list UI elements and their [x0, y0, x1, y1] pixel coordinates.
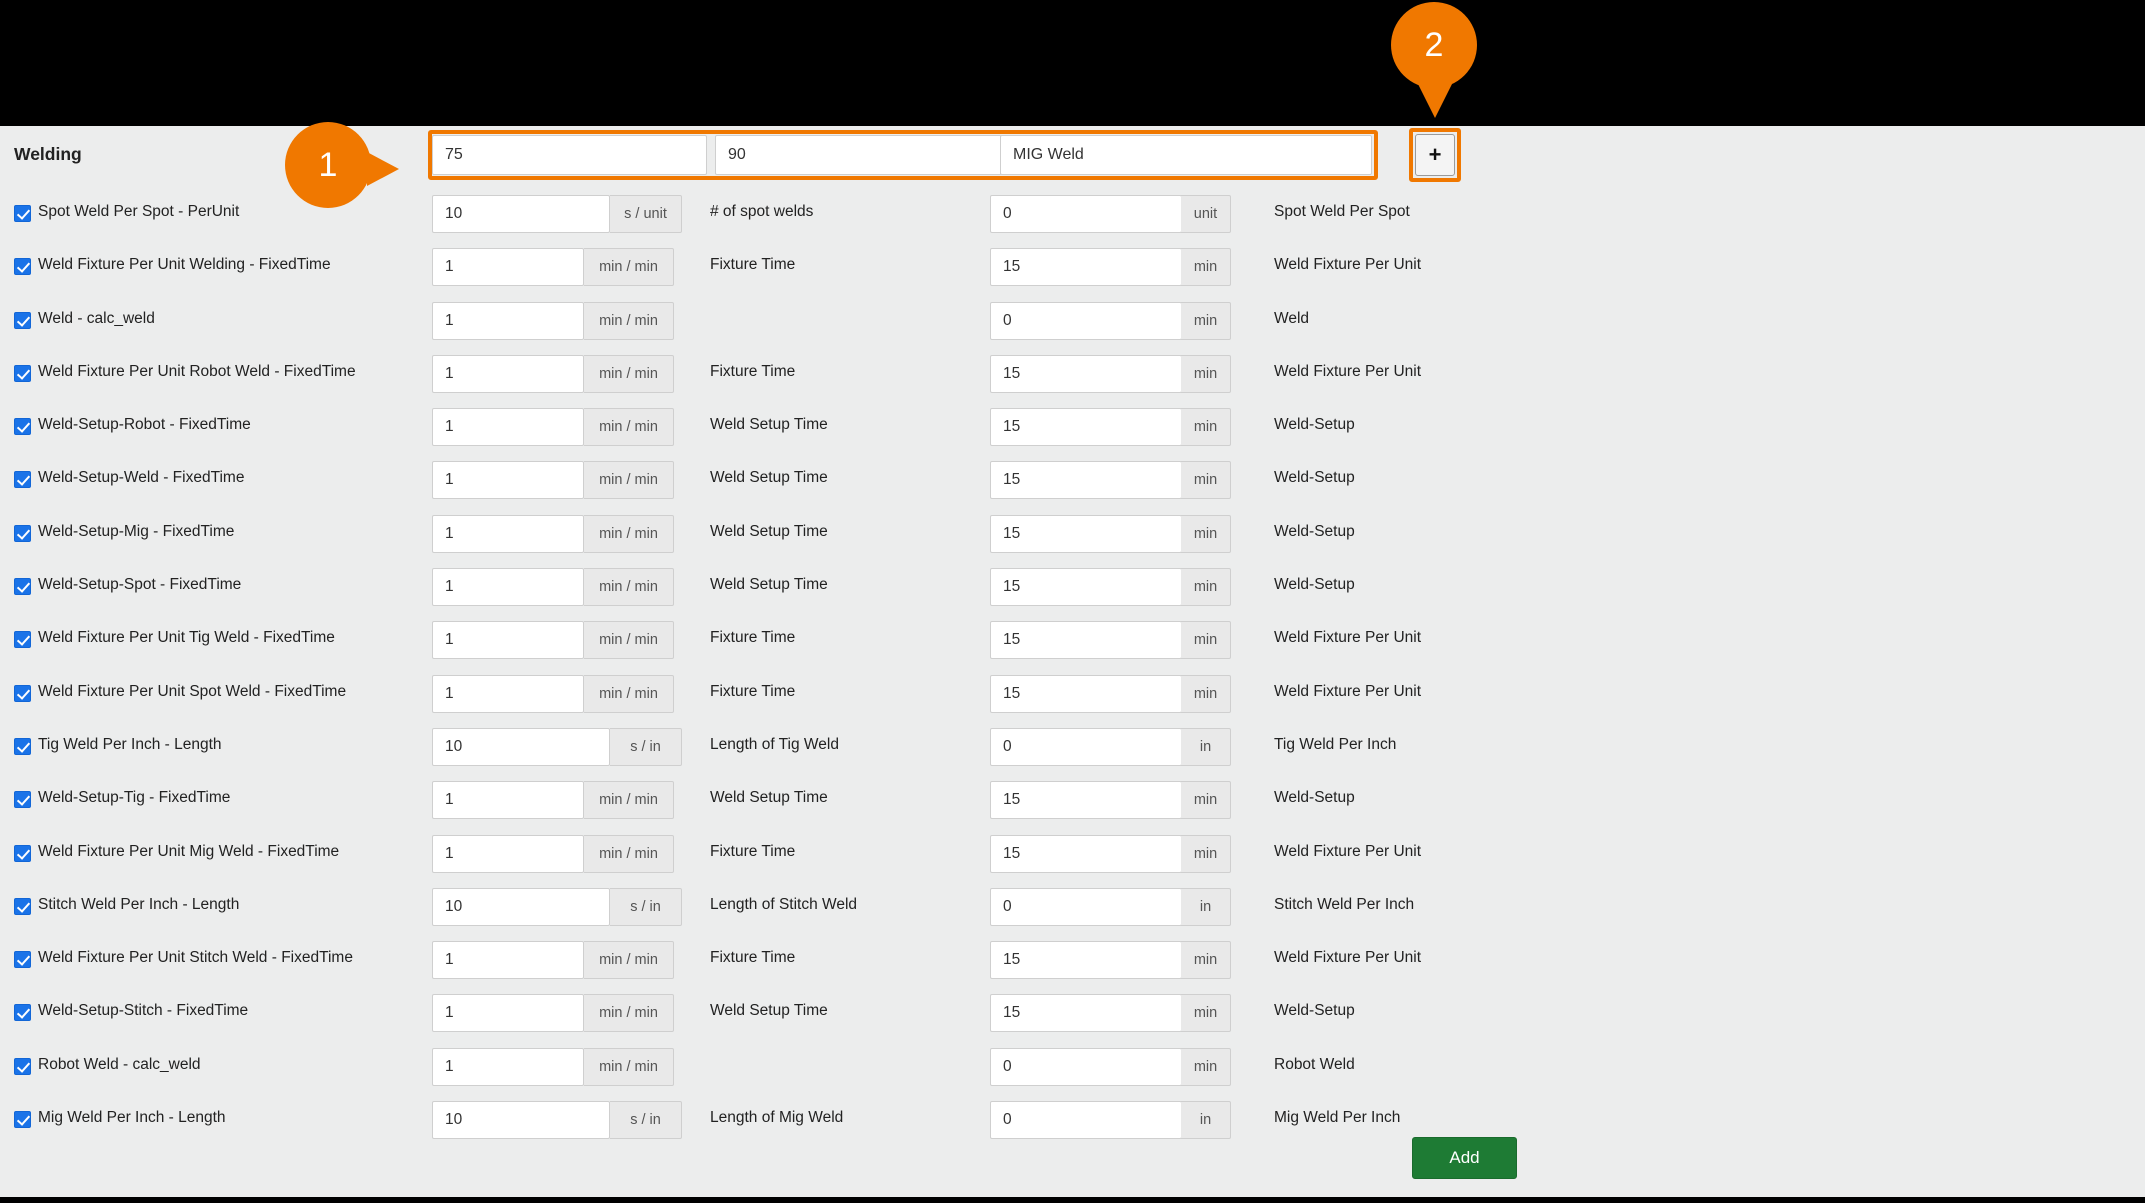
row-unit-1: min / min	[584, 1048, 674, 1086]
row-unit-1: min / min	[584, 621, 674, 659]
row-value-2[interactable]	[990, 248, 1182, 286]
row-unit-1: min / min	[584, 248, 674, 286]
row-unit-2: min	[1181, 515, 1231, 553]
callout-2-pointer	[1418, 84, 1452, 118]
row-value-2[interactable]	[990, 461, 1182, 499]
row-unit-2: min	[1181, 994, 1231, 1032]
row-middle-label: Weld Setup Time	[710, 469, 828, 487]
row-unit-1: min / min	[584, 355, 674, 393]
table-row	[0, 774, 2145, 827]
row-value-2[interactable]	[990, 408, 1182, 446]
row-unit-2: min	[1181, 621, 1231, 659]
row-value-2[interactable]	[990, 941, 1182, 979]
row-right-label: Tig Weld Per Inch	[1274, 735, 1397, 753]
table-row	[0, 561, 2145, 614]
row-label: Robot Weld - calc_weld	[38, 1055, 201, 1073]
row-checkbox[interactable]	[14, 685, 31, 702]
table-row	[0, 881, 2145, 934]
row-value-1[interactable]	[432, 1048, 584, 1086]
table-row	[0, 614, 2145, 667]
row-right-label: Weld-Setup	[1274, 416, 1355, 434]
header-field-2[interactable]	[715, 135, 1005, 175]
header-field-3-name[interactable]	[1000, 135, 1372, 175]
row-label: Weld-Setup-Mig - FixedTime	[38, 522, 235, 540]
row-checkbox[interactable]	[14, 205, 31, 222]
callout-marker-2-number: 2	[1424, 26, 1444, 64]
row-checkbox[interactable]	[14, 525, 31, 542]
row-unit-1: s / unit	[610, 195, 682, 233]
header-field-1[interactable]	[432, 135, 707, 175]
row-value-1[interactable]	[432, 728, 610, 766]
row-value-1[interactable]	[432, 675, 584, 713]
row-checkbox[interactable]	[14, 1111, 31, 1128]
table-row	[0, 454, 2145, 507]
row-middle-label: Fixture Time	[710, 629, 796, 647]
row-value-2[interactable]	[990, 1101, 1182, 1139]
row-checkbox[interactable]	[14, 951, 31, 968]
row-value-1[interactable]	[432, 195, 610, 233]
table-row	[0, 295, 2145, 348]
row-unit-2: in	[1181, 888, 1231, 926]
page-title: Welding	[14, 144, 82, 164]
row-unit-1: s / in	[610, 1101, 682, 1139]
row-middle-label: Fixture Time	[710, 842, 796, 860]
row-unit-1: min / min	[584, 568, 674, 606]
row-right-label: Weld Fixture Per Unit	[1274, 362, 1422, 380]
row-right-label: Weld Fixture Per Unit	[1274, 842, 1422, 860]
row-value-1[interactable]	[432, 994, 584, 1032]
row-value-1[interactable]	[432, 1101, 610, 1139]
row-value-2[interactable]	[990, 1048, 1182, 1086]
row-checkbox[interactable]	[14, 1058, 31, 1075]
row-unit-2: in	[1181, 1101, 1231, 1139]
row-right-label: Weld-Setup	[1274, 522, 1355, 540]
row-checkbox[interactable]	[14, 418, 31, 435]
row-middle-label: # of spot welds	[710, 203, 814, 220]
row-value-2[interactable]	[990, 781, 1182, 819]
row-middle-label: Weld Setup Time	[710, 1002, 828, 1020]
row-middle-label: Weld Setup Time	[710, 416, 828, 434]
row-unit-2: min	[1181, 248, 1231, 286]
add-button[interactable]: Add	[1412, 1137, 1517, 1179]
row-right-label: Weld Fixture Per Unit	[1274, 682, 1422, 700]
row-checkbox[interactable]	[14, 1004, 31, 1021]
row-right-label: Weld-Setup	[1274, 469, 1355, 487]
row-value-1[interactable]	[432, 461, 584, 499]
row-label: Weld - calc_weld	[38, 309, 155, 327]
row-middle-label: Length of Stitch Weld	[710, 895, 858, 913]
callout-marker-1	[285, 122, 371, 208]
row-middle-label: Fixture Time	[710, 256, 796, 274]
row-unit-1: min / min	[584, 461, 674, 499]
row-middle-label: Fixture Time	[710, 949, 796, 967]
row-value-1[interactable]	[432, 568, 584, 606]
table-row	[0, 721, 2145, 774]
row-unit-1: min / min	[584, 302, 674, 340]
row-unit-2: min	[1181, 1048, 1231, 1086]
callout-1-pointer	[367, 152, 399, 186]
row-middle-label: Fixture Time	[710, 362, 796, 380]
table-row	[0, 348, 2145, 401]
row-unit-2: min	[1181, 302, 1231, 340]
row-unit-2: min	[1181, 675, 1231, 713]
table-row	[0, 508, 2145, 561]
row-middle-label: Weld Setup Time	[710, 789, 828, 807]
row-value-2[interactable]	[990, 195, 1182, 233]
row-value-1[interactable]	[432, 408, 584, 446]
row-value-2[interactable]	[990, 835, 1182, 873]
table-row	[0, 934, 2145, 987]
row-checkbox[interactable]	[14, 365, 31, 382]
table-row	[0, 987, 2145, 1040]
row-unit-2: min	[1181, 835, 1231, 873]
row-middle-label: Length of Mig Weld	[710, 1109, 844, 1127]
table-row	[0, 828, 2145, 881]
row-unit-2: min	[1181, 408, 1231, 446]
row-label: Weld-Setup-Tig - FixedTime	[38, 789, 231, 807]
row-middle-label: Length of Tig Weld	[710, 735, 839, 753]
row-right-label: Mig Weld Per Inch	[1274, 1109, 1401, 1127]
row-value-1[interactable]	[432, 941, 584, 979]
row-unit-1: s / in	[610, 888, 682, 926]
row-checkbox[interactable]	[14, 631, 31, 648]
row-unit-2: min	[1181, 461, 1231, 499]
row-label: Weld Fixture Per Unit Mig Weld - FixedTime	[38, 842, 340, 860]
row-right-label: Spot Weld Per Spot	[1274, 203, 1410, 220]
row-label: Weld-Setup-Spot - FixedTime	[38, 576, 242, 594]
row-value-2[interactable]	[990, 621, 1182, 659]
row-value-2[interactable]	[990, 302, 1182, 340]
row-value-1[interactable]	[432, 621, 584, 659]
row-value-2[interactable]	[990, 675, 1182, 713]
row-unit-1: min / min	[584, 408, 674, 446]
row-checkbox[interactable]	[14, 738, 31, 755]
row-label: Weld Fixture Per Unit Spot Weld - FixedTime	[38, 682, 347, 700]
callout-marker-1-number: 1	[318, 146, 338, 184]
table-row	[0, 401, 2145, 454]
row-right-label: Weld Fixture Per Unit	[1274, 256, 1422, 274]
row-label: Weld-Setup-Robot - FixedTime	[38, 416, 251, 434]
row-middle-label: Fixture Time	[710, 682, 796, 700]
row-label: Weld-Setup-Stitch - FixedTime	[38, 1002, 249, 1020]
row-label: Mig Weld Per Inch - Length	[38, 1109, 226, 1127]
row-unit-1: s / in	[610, 728, 682, 766]
row-middle-label: Weld Setup Time	[710, 522, 828, 540]
row-unit-2: min	[1181, 355, 1231, 393]
row-middle-label: Weld Setup Time	[710, 576, 828, 594]
row-value-2[interactable]	[990, 888, 1182, 926]
row-checkbox[interactable]	[14, 578, 31, 595]
row-unit-2: min	[1181, 781, 1231, 819]
welding-settings-panel	[0, 126, 2145, 1203]
row-unit-1: min / min	[584, 835, 674, 873]
row-checkbox[interactable]	[14, 312, 31, 329]
row-unit-2: min	[1181, 568, 1231, 606]
row-unit-2: unit	[1181, 195, 1231, 233]
row-unit-1: min / min	[584, 781, 674, 819]
row-value-1[interactable]	[432, 355, 584, 393]
row-value-2[interactable]	[990, 355, 1182, 393]
row-right-label: Weld Fixture Per Unit	[1274, 629, 1422, 647]
row-right-label: Weld	[1274, 309, 1310, 327]
rows-container	[0, 188, 2145, 1147]
row-label: Weld Fixture Per Unit Robot Weld - FixedTime	[38, 362, 356, 380]
row-right-label: Weld-Setup	[1274, 789, 1355, 807]
row-label: Weld Fixture Per Unit Welding - FixedTime	[38, 256, 331, 274]
row-label: Stitch Weld Per Inch - Length	[38, 895, 240, 913]
row-label: Spot Weld Per Spot - PerUnit	[38, 203, 240, 220]
row-unit-2: min	[1181, 941, 1231, 979]
row-checkbox[interactable]	[14, 898, 31, 915]
row-value-1[interactable]	[432, 515, 584, 553]
row-right-label: Robot Weld	[1274, 1055, 1355, 1073]
row-unit-1: min / min	[584, 941, 674, 979]
row-unit-1: min / min	[584, 675, 674, 713]
row-unit-2: in	[1181, 728, 1231, 766]
row-right-label: Stitch Weld Per Inch	[1274, 895, 1415, 913]
row-unit-1: min / min	[584, 994, 674, 1032]
row-label: Weld Fixture Per Unit Stitch Weld - FixedTime	[38, 949, 353, 967]
add-row-button[interactable]: +	[1415, 134, 1455, 176]
row-label: Weld-Setup-Weld - FixedTime	[38, 469, 245, 487]
row-value-1[interactable]	[432, 888, 610, 926]
row-value-2[interactable]	[990, 728, 1182, 766]
table-row	[0, 1094, 2145, 1147]
row-value-1[interactable]	[432, 781, 584, 819]
row-right-label: Weld-Setup	[1274, 576, 1355, 594]
callout-marker-2	[1391, 2, 1477, 88]
row-label: Weld Fixture Per Unit Tig Weld - FixedTime	[38, 629, 335, 647]
bottom-black-band	[0, 1197, 2145, 1203]
row-value-1[interactable]	[432, 302, 584, 340]
row-value-1[interactable]	[432, 835, 584, 873]
row-label: Tig Weld Per Inch - Length	[38, 735, 222, 753]
row-checkbox[interactable]	[14, 845, 31, 862]
table-row	[0, 1041, 2145, 1094]
row-value-2[interactable]	[990, 515, 1182, 553]
row-unit-1: min / min	[584, 515, 674, 553]
row-right-label: Weld Fixture Per Unit	[1274, 949, 1422, 967]
row-checkbox[interactable]	[14, 471, 31, 488]
table-row	[0, 241, 2145, 294]
top-black-band	[0, 0, 2145, 126]
table-row	[0, 668, 2145, 721]
row-checkbox[interactable]	[14, 791, 31, 808]
row-checkbox[interactable]	[14, 258, 31, 275]
row-right-label: Weld-Setup	[1274, 1002, 1355, 1020]
row-value-2[interactable]	[990, 568, 1182, 606]
row-value-1[interactable]	[432, 248, 584, 286]
row-value-2[interactable]	[990, 994, 1182, 1032]
